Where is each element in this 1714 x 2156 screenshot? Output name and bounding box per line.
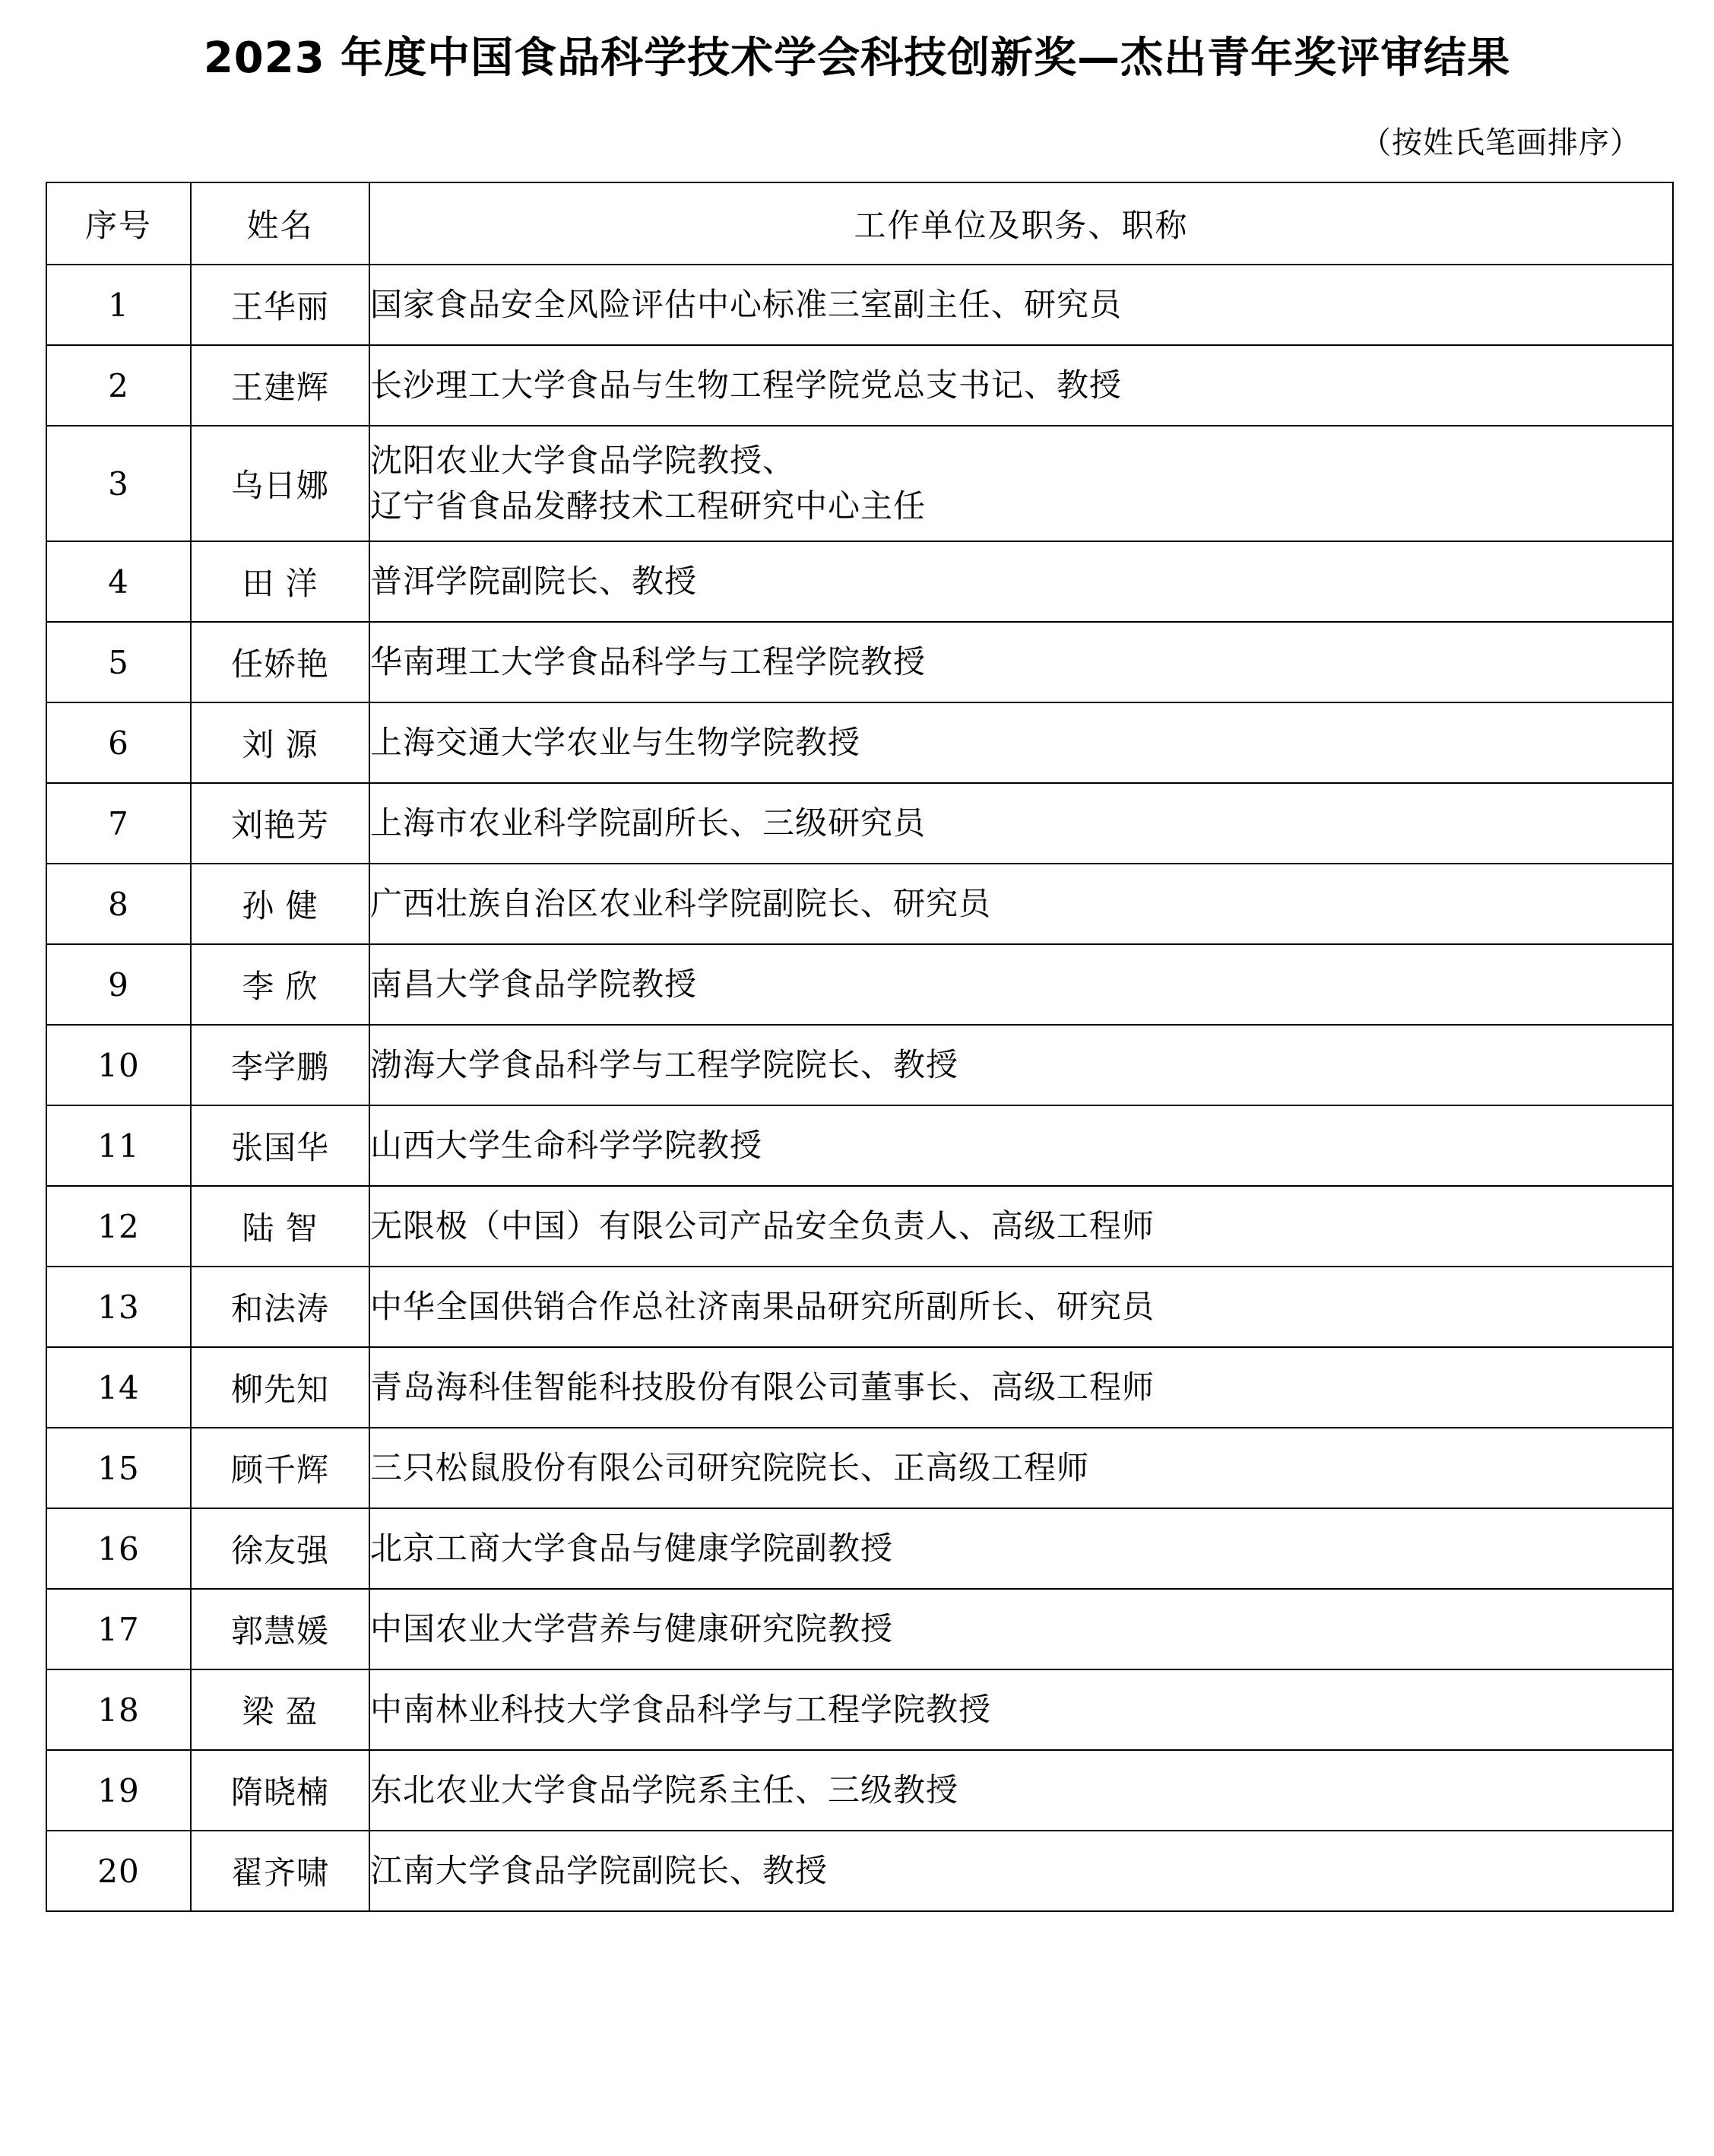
cell-index: 4 [46,541,191,622]
table-row [46,1750,1673,1831]
cell-organization [369,702,1673,783]
table-row [46,1105,1673,1186]
cell-name: 顾千辉 [191,1428,369,1508]
table-row [46,622,1673,702]
organization-line: 北京工商大学食品与健康学院副教授 [370,1530,894,1568]
table-row [46,1508,1673,1589]
cell-name: 梁 盈 [191,1669,369,1750]
organization-line: 沈阳农业大学食品学院教授、 [370,442,796,480]
cell-organization [369,783,1673,864]
cell-organization [369,265,1673,345]
cell-organization [369,944,1673,1025]
table-row [46,1589,1673,1669]
cell-name: 翟齐啸 [191,1831,369,1911]
cell-organization [369,1267,1673,1347]
cell-organization [369,1831,1673,1911]
organization-line: 青岛海科佳智能科技股份有限公司董事长、高级工程师 [370,1368,1155,1406]
cell-organization [369,864,1673,944]
table-row [46,1267,1673,1347]
cell-organization [369,1105,1673,1186]
cell-organization [369,622,1673,702]
cell-name: 隋晓楠 [191,1750,369,1831]
table-header [46,182,1673,265]
organization-line: 广西壮族自治区农业科学院副院长、研究员 [370,885,992,923]
cell-name: 徐友强 [191,1508,369,1589]
award-results-table [46,182,1674,1912]
cell-name: 陆 智 [191,1186,369,1267]
cell-index: 16 [46,1508,191,1589]
cell-index: 11 [46,1105,191,1186]
cell-index: 12 [46,1186,191,1267]
table-row [46,1347,1673,1428]
organization-line: 普洱学院副院长、教授 [370,563,698,601]
cell-organization [369,1508,1673,1589]
cell-index: 20 [46,1831,191,1911]
organization-line: 中国农业大学营养与健康研究院教授 [370,1610,894,1648]
cell-name: 李学鹏 [191,1025,369,1105]
organization-line: 中华全国供销合作总社济南果品研究所副所长、研究员 [370,1288,1155,1326]
cell-name: 郭慧媛 [191,1589,369,1669]
page-title: 2023 年度中国食品科学技术学会科技创新奖—杰出青年奖评审结果 [203,33,1511,83]
column-header-name: 姓名 [191,182,369,265]
cell-name: 乌日娜 [191,426,369,541]
cell-index: 15 [46,1428,191,1508]
table-row [46,1669,1673,1750]
cell-name: 刘 源 [191,702,369,783]
column-header-org: 工作单位及职务、职称 [369,182,1673,265]
organization-line: 江南大学食品学院副院长、教授 [370,1852,828,1890]
cell-name: 刘艳芳 [191,783,369,864]
table-row [46,1186,1673,1267]
organization-line: 三只松鼠股份有限公司研究院院长、正高级工程师 [370,1449,1090,1487]
column-header-index: 序号 [46,182,191,265]
organization-line: 上海市农业科学院副所长、三级研究员 [370,804,927,842]
cell-index: 3 [46,426,191,541]
cell-organization [369,345,1673,426]
organization-line: 南昌大学食品学院教授 [370,965,698,1003]
cell-organization [369,1428,1673,1508]
cell-organization [369,426,1673,541]
cell-index: 10 [46,1025,191,1105]
table-row [46,426,1673,541]
table-row [46,944,1673,1025]
table-row [46,1428,1673,1508]
organization-line: 长沙理工大学食品与生物工程学院党总支书记、教授 [370,366,1123,404]
cell-index: 1 [46,265,191,345]
organization-line: 无限极（中国）有限公司产品安全负责人、高级工程师 [370,1207,1155,1245]
cell-index: 7 [46,783,191,864]
sort-note: （按姓氏笔画排序） [1361,125,1641,160]
table-row [46,541,1673,622]
cell-name: 任娇艳 [191,622,369,702]
cell-index: 14 [46,1347,191,1428]
cell-index: 18 [46,1669,191,1750]
cell-name: 和法涛 [191,1267,369,1347]
cell-index: 6 [46,702,191,783]
organization-line: 国家食品安全风险评估中心标准三室副主任、研究员 [370,286,1123,324]
cell-organization [369,1186,1673,1267]
organization-line: 华南理工大学食品科学与工程学院教授 [370,643,927,681]
table-row [46,783,1673,864]
cell-name: 田 洋 [191,541,369,622]
organization-line: 上海交通大学农业与生物学院教授 [370,724,861,762]
cell-index: 5 [46,622,191,702]
cell-name: 王建辉 [191,345,369,426]
cell-organization [369,1750,1673,1831]
table-row [46,265,1673,345]
cell-name: 王华丽 [191,265,369,345]
cell-index: 17 [46,1589,191,1669]
cell-name: 柳先知 [191,1347,369,1428]
organization-line: 东北农业大学食品学院系主任、三级教授 [370,1771,959,1809]
table-row [46,345,1673,426]
table-row [46,1831,1673,1911]
cell-index: 13 [46,1267,191,1347]
cell-index: 19 [46,1750,191,1831]
cell-index: 2 [46,345,191,426]
cell-index: 9 [46,944,191,1025]
cell-organization [369,541,1673,622]
cell-name: 张国华 [191,1105,369,1186]
table-row [46,864,1673,944]
organization-line: 渤海大学食品科学与工程学院院长、教授 [370,1046,959,1084]
cell-index: 8 [46,864,191,944]
table-row [46,702,1673,783]
organization-line: 山西大学生命科学学院教授 [370,1127,763,1165]
table-row [46,1025,1673,1105]
cell-organization [369,1347,1673,1428]
cell-organization [369,1025,1673,1105]
table-header-row [46,182,1673,265]
organization-line: 辽宁省食品发酵技术工程研究中心主任 [370,487,927,525]
cell-organization [369,1669,1673,1750]
cell-name: 李 欣 [191,944,369,1025]
organization-line: 中南林业科技大学食品科学与工程学院教授 [370,1691,992,1729]
cell-name: 孙 健 [191,864,369,944]
table-body [46,265,1673,1911]
cell-organization [369,1589,1673,1669]
